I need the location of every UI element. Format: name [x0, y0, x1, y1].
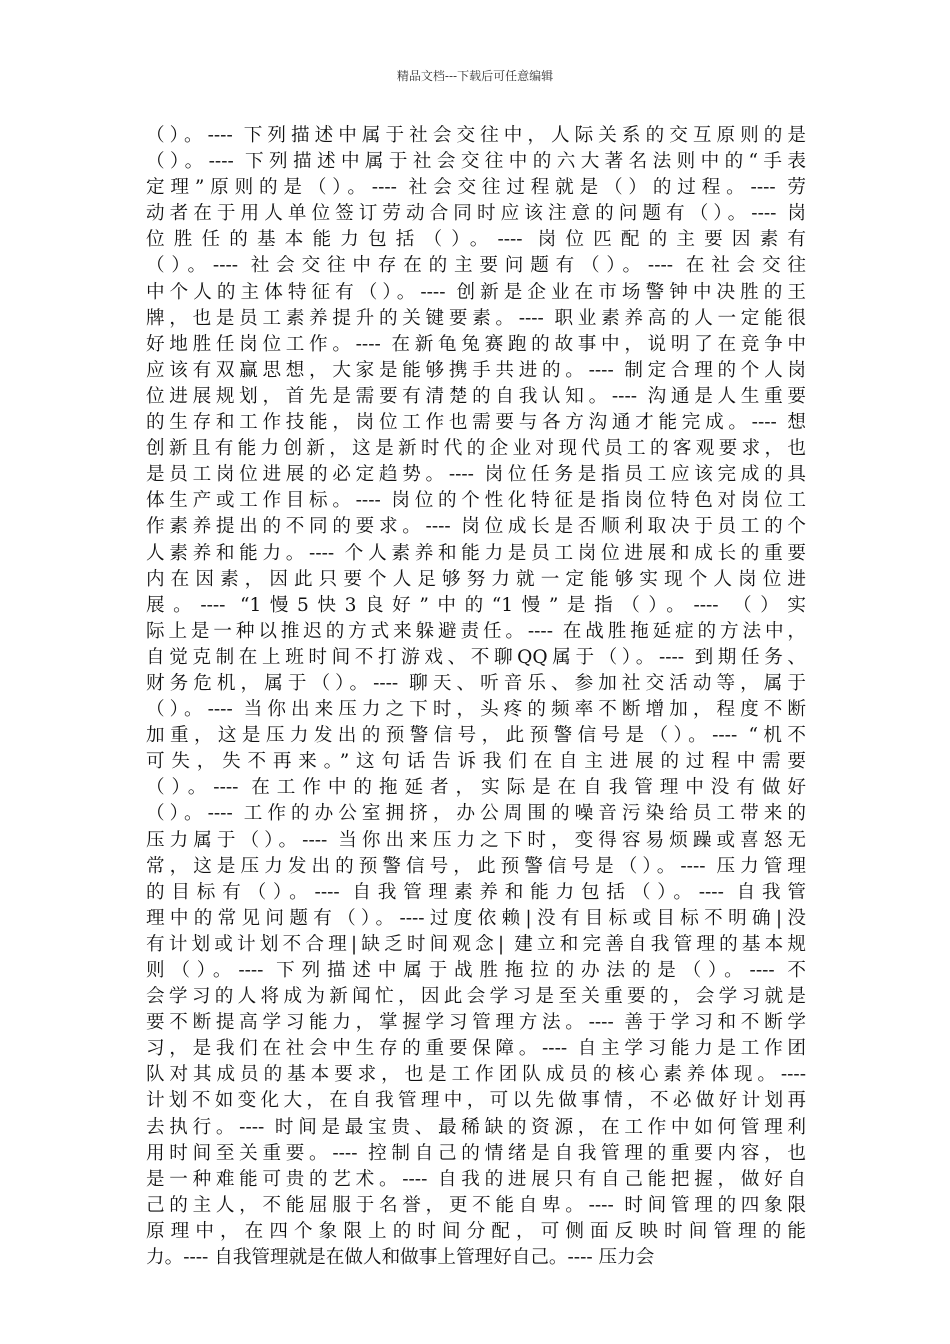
text-line: 压力属于（）。---- 当你出来压力之下时，变得容易烦躁或喜怒无 — [146, 829, 806, 851]
text-line: （）。---- 下列描述中属于社会交往中，人际关系的交互原则的是 — [146, 125, 806, 146]
text-line: 队对其成员的基本要求，也是工作团队成员的核心素养体现。---- — [146, 1064, 806, 1086]
text-line: 力。---- 自我管理就是在做人和做事上管理好自己。---- 压力会 — [146, 1247, 655, 1269]
text-line: 作素养提出的不同的要求。---- 岗位成长是否顺利取决于员工的个 — [146, 516, 806, 538]
text-line: 动者在于用人单位签订劳动合同时应该注意的问题有（）。---- 岗 — [146, 203, 806, 225]
text-line: （）。---- 社会交往中存在的主要问题有（）。---- 在社会交往 — [146, 255, 806, 277]
text-line: 际上是一种以推迟的方式来躲避责任。---- 在战胜拖延症的方法中， — [146, 620, 806, 642]
text-line: 加重，这是压力发出的预警信号，此预警信号是（）。---- “机不 — [146, 725, 806, 747]
text-line: 去执行。---- 时间是最宝贵、最稀缺的资源，在工作中如何管理利 — [146, 1116, 806, 1138]
text-line: 定理”原则的是（）。---- 社会交往过程就是（）的过程。---- 劳 — [146, 177, 806, 199]
text-line: 位进展规划，首先是需要有清楚的自我认知。---- 沟通是人生重要 — [146, 385, 806, 407]
text-line: （）。---- 下列描述中属于社会交往中的六大著名法则中的“手表 — [146, 151, 806, 173]
text-line: 原理中，在四个象限上的时间分配，可侧面反映时间管理的能 — [146, 1220, 806, 1242]
text-line: 人素养和能力。---- 个人素养和能力是员工岗位进展和成长的重要 — [146, 542, 806, 564]
text-line: 用时间至关重要。---- 控制自己的情绪是自我管理的重要内容，也 — [146, 1142, 806, 1164]
text-line: 己的主人，不能屈服于名誉，更不能自卑。---- 时间管理的四象限 — [146, 1194, 806, 1216]
text-line: （）。---- 在工作中的拖延者，实际是在自我管理中没有做好 — [146, 777, 806, 799]
text-line: 的目标有（）。---- 自我管理素养和能力包括（）。---- 自我管 — [146, 881, 806, 903]
text-line: 好地胜任岗位工作。---- 在新龟兔赛跑的故事中，说明了在竞争中 — [146, 333, 806, 355]
text-line: 财务危机，属于（）。---- 聊天、听音乐、参加社交活动等，属于 — [146, 672, 806, 694]
page-header: 精品文档---下载后可任意编辑 — [396, 69, 554, 83]
text-line: 自觉克制在上班时间不打游戏、不聊QQ属于（）。---- 到期任务、 — [146, 646, 806, 668]
text-line: 习，是我们在社会中生存的重要保障。---- 自主学习能力是工作团 — [146, 1038, 806, 1060]
text-line: 内在因素，因此只要个人足够努力就一定能够实现个人岗位进 — [146, 568, 806, 590]
text-line: 则（）。---- 下列描述中属于战胜拖拉的办法的是（）。---- 不 — [146, 960, 806, 981]
text-line: 中个人的主体特征有（）。---- 创新是企业在市场警钟中决胜的王 — [146, 281, 806, 303]
text-line: （）。---- 工作的办公室拥挤，办公周围的噪音污染给员工带来的 — [146, 803, 806, 825]
text-line: 有计划或计划不合理|缺乏时间观念| 建立和完善自我管理的基本规 — [146, 933, 806, 955]
text-line: 展。---- “1慢5快3良好”中的“1慢”是指（）。---- （）实 — [146, 594, 806, 616]
text-line: （）。---- 当你出来压力之下时，头疼的频率不断增加，程度不断 — [146, 699, 806, 721]
text-line: 是一种难能可贵的艺术。---- 自我的进展只有自己能把握，做好自 — [146, 1168, 806, 1190]
text-line: 创新且有能力创新，这是新时代的企业对现代员工的客观要求，也 — [146, 438, 806, 460]
text-line: 体生产或工作目标。---- 岗位的个性化特征是指岗位特色对岗位工 — [146, 490, 806, 512]
text-line: 是员工岗位进展的必定趋势。---- 岗位任务是指员工应该完成的具 — [146, 464, 806, 486]
document-body — [146, 123, 806, 1271]
text-line: 可失，失不再来。”这句话告诉我们在自主进展的过程中需要 — [146, 751, 806, 773]
text-line: 位胜任的基本能力包括（）。---- 岗位匹配的主要因素有 — [146, 229, 806, 251]
text-line: 会学习的人将成为新闻忙，因此会学习是至关重要的，会学习就是 — [146, 986, 806, 1008]
text-line: 牌，也是员工素养提升的关键要素。---- 职业素养高的人一定能很 — [146, 307, 806, 329]
text-line: 的生存和工作技能，岗位工作也需要与各方沟通才能完成。---- 想 — [146, 412, 806, 434]
text-line: 要不断提高学习能力，掌握学习管理方法。---- 善于学习和不断学 — [146, 1012, 806, 1034]
text-line: 理中的常见问题有（）。----过度依赖|没有目标或目标不明确|没 — [146, 907, 806, 929]
text-line: 应该有双赢思想，大家是能够携手共进的。---- 制定合理的个人岗 — [146, 359, 806, 381]
text-line: 计划不如变化大，在自我管理中，可以先做事情，不必做好计划再 — [146, 1090, 806, 1112]
text-line: 常，这是压力发出的预警信号，此预警信号是（）。---- 压力管理 — [146, 855, 806, 877]
